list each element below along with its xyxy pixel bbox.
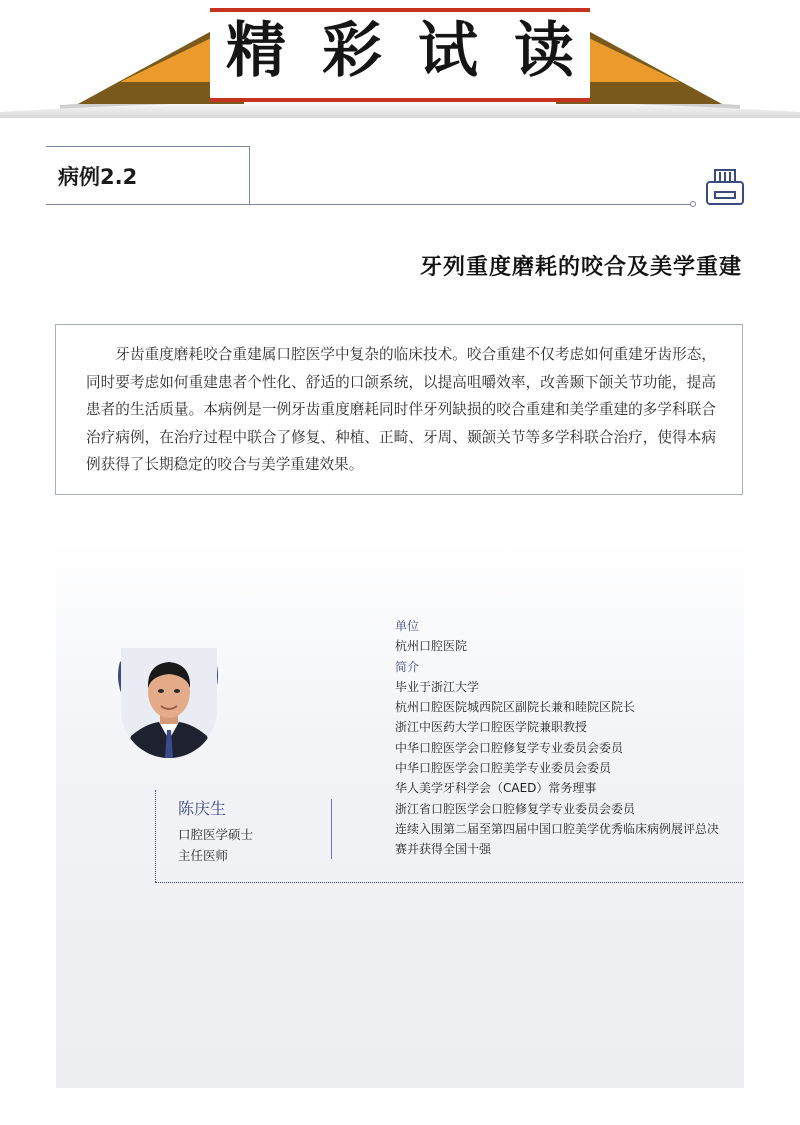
author-position: 主任医师: [178, 848, 229, 863]
intro-item: 中华口腔医学会口腔美学专业委员会委员: [395, 761, 612, 776]
banner-char: 彩: [322, 16, 382, 86]
abstract-text: 牙齿重度磨耗咬合重建属口腔医学中复杂的临床技术。咬合重建不仅考虑如何重建牙齿形态，同时要考虑如何重建患者个性化、舒适的口颌系统，以提高咀嚼效率，改善颞下颌关节功能，提高患者的生活质量。本病例是一例牙齿重度磨耗同时伴牙列缺损的咬合重建和美学重建的多学科联合治疗病例，在治疗过程中联合了修复、种植、正畸、牙周、颞颌关节等多学科联合治疗，使得本病例获得了长期稳定的咬合与美学重建效果。: [86, 346, 716, 473]
author-degree: 口腔医学硕士: [178, 827, 254, 842]
unit-heading: 单位: [395, 619, 420, 633]
case-divider-dot: [690, 201, 696, 207]
banner-char: 精: [226, 16, 286, 86]
avatar: [121, 648, 217, 758]
intro-item: 中华口腔医学会口腔修复学专业委员会委员: [395, 740, 624, 755]
banner: [0, 0, 800, 118]
abstract-box: [55, 324, 743, 495]
intro-item: 华人美学牙科学会（CAED）常务理事: [395, 781, 597, 796]
unit-value: 杭州口腔医院: [395, 639, 468, 654]
portrait-image: [121, 648, 217, 758]
banner-title: [212, 6, 588, 96]
case-title: 牙列重度磨耗的咬合及美学重建: [419, 255, 742, 280]
author-name: 陈庆生: [178, 799, 227, 818]
author-info: [395, 616, 740, 860]
dotted-border-bottom: [155, 882, 743, 883]
intro-item: 浙江中医药大学口腔医学院兼职教授: [395, 720, 588, 735]
case-label-box: [46, 146, 250, 204]
intro-heading: 简介: [395, 659, 420, 674]
intro-item: 连续入围第二届至第四届中国口腔美学优秀临床病例展评总决赛并获得全国十强: [395, 821, 720, 857]
case-label: 病例2.2: [58, 165, 138, 189]
intro-item: 杭州口腔医院城西院区副院长兼和睦院区院长: [395, 700, 636, 715]
banner-char: 试: [418, 16, 478, 86]
intro-item: 浙江省口腔医学会口腔修复学专业委员会委员: [395, 801, 636, 816]
banner-char: 读: [514, 16, 574, 86]
dotted-border-left: [155, 790, 156, 882]
printer-icon: [705, 168, 745, 206]
author-divider: [331, 799, 332, 859]
intro-item: 毕业于浙江大学: [395, 679, 480, 694]
case-divider: [46, 204, 692, 205]
